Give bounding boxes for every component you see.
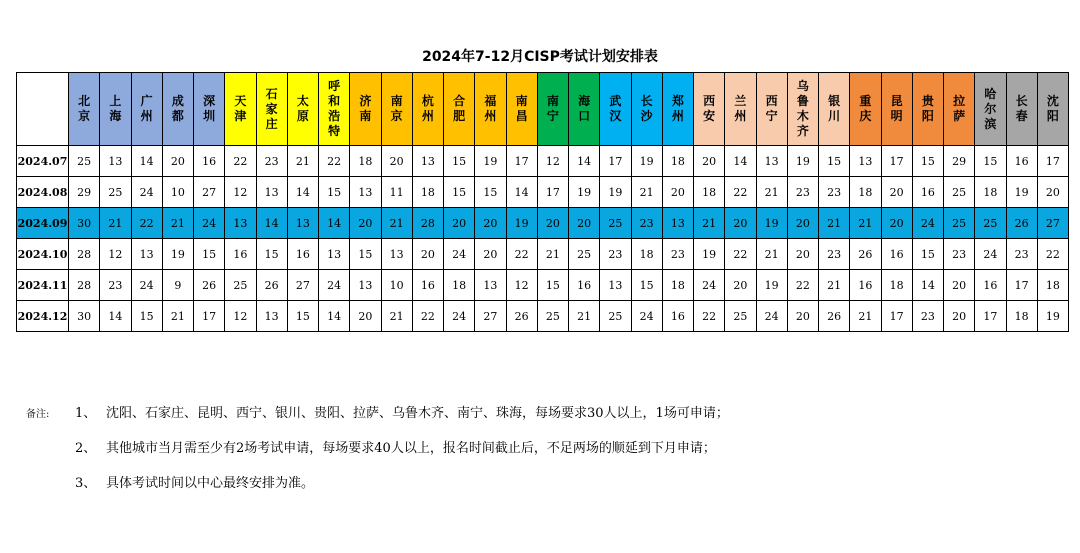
city-header [569,73,600,146]
exam-date-cell: 23 [100,270,131,301]
exam-date-cell: 25 [975,208,1006,239]
city-name: 贵阳 [921,94,934,123]
exam-date-cell: 16 [194,146,225,177]
exam-date-cell: 25 [944,208,975,239]
city-header [69,73,100,146]
exam-date-cell: 21 [756,239,787,270]
city-name: 兰州 [734,94,747,123]
exam-date-cell: 12 [225,301,256,332]
exam-date-cell: 12 [537,146,568,177]
city-header [225,73,256,146]
exam-date-cell: 23 [1006,239,1037,270]
month-label: 2024.10 [17,239,69,270]
city-header [944,73,975,146]
city-header [787,73,818,146]
exam-date-cell: 25 [69,146,100,177]
exam-date-cell: 13 [381,239,412,270]
exam-date-cell: 21 [819,208,850,239]
exam-date-cell: 24 [631,301,662,332]
city-header [381,73,412,146]
city-header [600,73,631,146]
city-name: 北京 [78,94,91,123]
exam-date-cell: 26 [256,270,287,301]
exam-date-cell: 23 [912,301,943,332]
city-name: 合肥 [453,94,466,123]
exam-date-cell: 12 [506,270,537,301]
exam-date-cell: 15 [975,146,1006,177]
exam-date-cell: 20 [475,208,506,239]
exam-date-cell: 15 [444,177,475,208]
exam-date-cell: 18 [1037,270,1068,301]
exam-date-cell: 19 [1006,177,1037,208]
exam-date-cell: 20 [1037,177,1068,208]
exam-date-cell: 10 [162,177,193,208]
city-header [412,73,443,146]
exam-date-cell: 19 [569,177,600,208]
exam-date-cell: 24 [694,270,725,301]
exam-date-cell: 27 [475,301,506,332]
exam-date-cell: 23 [662,239,693,270]
exam-date-cell: 18 [662,146,693,177]
city-header [350,73,381,146]
exam-date-cell: 13 [850,146,881,177]
exam-date-cell: 23 [256,146,287,177]
exam-date-cell: 23 [819,177,850,208]
exam-date-cell: 15 [287,301,318,332]
exam-date-cell: 19 [162,239,193,270]
exam-date-cell: 25 [100,177,131,208]
exam-date-cell: 20 [694,146,725,177]
note-number: 2、 [75,441,97,456]
note-text: 其他城市当月需至少有2场考试申请，每场要求40人以上，报名时间截止后，不足两场的顺延到下月申请； [106,441,716,456]
exam-date-cell: 22 [506,239,537,270]
exam-date-cell: 20 [787,301,818,332]
exam-date-cell: 19 [631,146,662,177]
exam-date-cell: 13 [100,146,131,177]
exam-date-cell: 24 [756,301,787,332]
exam-date-cell: 14 [506,177,537,208]
exam-date-cell: 11 [381,177,412,208]
exam-date-cell: 17 [506,146,537,177]
exam-date-cell: 17 [975,301,1006,332]
exam-date-cell: 17 [1037,146,1068,177]
city-header [256,73,287,146]
exam-date-cell: 16 [975,270,1006,301]
exam-date-cell: 16 [850,270,881,301]
month-row [17,208,1069,239]
exam-date-cell: 20 [944,270,975,301]
exam-date-cell: 14 [256,208,287,239]
city-header [631,73,662,146]
exam-date-cell: 30 [69,301,100,332]
exam-date-cell: 13 [412,146,443,177]
city-header [475,73,506,146]
exam-date-cell: 13 [350,177,381,208]
exam-date-cell: 29 [69,177,100,208]
exam-date-cell: 28 [69,270,100,301]
city-name: 武汉 [609,94,622,123]
page-title: 2024年7-12月CISP考试计划安排表 [422,49,658,65]
city-header [100,73,131,146]
note-text: 沈阳、石家庄、昆明、西宁、银川、贵阳、拉萨、乌鲁木齐、南宁、珠海，每场要求30人以上，1场可申请； [106,406,729,421]
exam-date-cell: 14 [100,301,131,332]
exam-date-cell: 22 [131,208,162,239]
exam-date-cell: 20 [881,208,912,239]
exam-date-cell: 25 [569,239,600,270]
exam-date-cell: 27 [287,270,318,301]
exam-date-cell: 13 [756,146,787,177]
exam-date-cell: 10 [381,270,412,301]
city-name: 郑州 [671,94,684,123]
exam-date-cell: 22 [725,239,756,270]
exam-date-cell: 25 [725,301,756,332]
city-header [819,73,850,146]
exam-date-cell: 19 [506,208,537,239]
exam-date-cell: 21 [631,177,662,208]
exam-date-cell: 24 [912,208,943,239]
exam-date-cell: 23 [819,239,850,270]
city-header [694,73,725,146]
exam-date-cell: 20 [412,239,443,270]
exam-date-cell: 15 [912,146,943,177]
exam-date-cell: 28 [412,208,443,239]
exam-date-cell: 15 [444,146,475,177]
exam-date-cell: 20 [787,239,818,270]
exam-date-cell: 13 [475,270,506,301]
exam-date-cell: 20 [537,208,568,239]
exam-date-cell: 15 [537,270,568,301]
exam-date-cell: 21 [162,208,193,239]
exam-date-cell: 19 [756,208,787,239]
exam-date-cell: 15 [631,270,662,301]
exam-date-cell: 22 [694,301,725,332]
notes-label: 备注: [26,409,50,420]
exam-date-cell: 14 [569,146,600,177]
exam-date-cell: 13 [600,270,631,301]
exam-date-cell: 13 [225,208,256,239]
city-name: 福州 [484,94,497,123]
exam-date-cell: 24 [444,239,475,270]
exam-date-cell: 15 [319,177,350,208]
exam-date-cell: 23 [944,239,975,270]
city-name: 呼和浩特 [328,79,341,138]
city-header [131,73,162,146]
exam-date-cell: 21 [287,146,318,177]
city-header [912,73,943,146]
exam-date-cell: 28 [69,239,100,270]
exam-date-cell: 21 [569,301,600,332]
schedule-table [16,72,1069,332]
city-name: 济南 [359,94,372,123]
city-name: 昆明 [890,94,903,123]
exam-date-cell: 26 [506,301,537,332]
city-header [319,73,350,146]
city-name: 广州 [140,94,153,123]
city-name: 哈尔滨 [984,86,997,131]
exam-date-cell: 18 [881,270,912,301]
exam-date-cell: 13 [256,177,287,208]
city-header [287,73,318,146]
exam-date-cell: 20 [881,177,912,208]
month-row [17,301,1069,332]
exam-date-cell: 20 [350,208,381,239]
exam-date-cell: 15 [256,239,287,270]
city-header [444,73,475,146]
city-header [162,73,193,146]
note-number: 1、 [75,406,97,421]
exam-date-cell: 13 [131,239,162,270]
exam-date-cell: 29 [944,146,975,177]
exam-date-cell: 21 [537,239,568,270]
exam-date-cell: 22 [787,270,818,301]
city-name: 海口 [578,94,591,123]
city-name: 西安 [703,94,716,123]
exam-date-cell: 25 [600,208,631,239]
exam-date-cell: 16 [287,239,318,270]
exam-date-cell: 14 [319,301,350,332]
month-label: 2024.07 [17,146,69,177]
exam-date-cell: 15 [350,239,381,270]
exam-date-cell: 13 [350,270,381,301]
city-name: 沈阳 [1046,94,1059,123]
exam-date-cell: 18 [350,146,381,177]
exam-date-cell: 21 [850,301,881,332]
exam-date-cell: 13 [256,301,287,332]
city-header [506,73,537,146]
exam-date-cell: 22 [412,301,443,332]
exam-date-cell: 14 [725,146,756,177]
exam-date-cell: 21 [162,301,193,332]
exam-date-cell: 24 [131,270,162,301]
exam-date-cell: 22 [225,146,256,177]
month-label: 2024.09 [17,208,69,239]
exam-date-cell: 25 [225,270,256,301]
exam-date-cell: 13 [319,239,350,270]
city-name: 深圳 [203,94,216,123]
month-label: 2024.12 [17,301,69,332]
exam-date-cell: 24 [975,239,1006,270]
exam-date-cell: 20 [725,270,756,301]
month-label: 2024.08 [17,177,69,208]
exam-date-cell: 21 [694,208,725,239]
exam-date-cell: 25 [600,301,631,332]
city-name: 乌鲁木齐 [796,79,809,138]
city-header [975,73,1006,146]
exam-date-cell: 24 [319,270,350,301]
city-header [662,73,693,146]
exam-date-cell: 15 [131,301,162,332]
month-label: 2024.11 [17,270,69,301]
exam-date-cell: 17 [600,146,631,177]
exam-date-cell: 27 [1037,208,1068,239]
exam-date-cell: 26 [850,239,881,270]
exam-date-cell: 18 [412,177,443,208]
month-row [17,177,1069,208]
city-name: 拉萨 [953,94,966,123]
city-name: 长沙 [640,94,653,123]
exam-date-cell: 26 [819,301,850,332]
exam-date-cell: 19 [600,177,631,208]
exam-date-cell: 16 [412,270,443,301]
month-row [17,270,1069,301]
exam-date-cell: 15 [194,239,225,270]
exam-date-cell: 23 [787,177,818,208]
city-name: 太原 [296,94,309,123]
exam-date-cell: 20 [162,146,193,177]
exam-date-cell: 9 [162,270,193,301]
exam-date-cell: 18 [662,270,693,301]
exam-date-cell: 20 [662,177,693,208]
exam-date-cell: 18 [1006,301,1037,332]
city-name: 长春 [1015,94,1028,123]
exam-date-cell: 18 [850,177,881,208]
exam-date-cell: 22 [725,177,756,208]
city-header [1037,73,1068,146]
city-header [881,73,912,146]
month-row [17,239,1069,270]
exam-date-cell: 16 [569,270,600,301]
note-number: 3、 [75,476,97,491]
city-header [194,73,225,146]
exam-date-cell: 23 [631,208,662,239]
corner-cell [17,73,69,146]
city-name: 上海 [109,94,122,123]
exam-date-cell: 13 [662,208,693,239]
exam-date-cell: 14 [319,208,350,239]
exam-date-cell: 15 [475,177,506,208]
exam-date-cell: 20 [787,208,818,239]
exam-date-cell: 20 [475,239,506,270]
city-name: 杭州 [421,94,434,123]
note-row [26,468,1046,503]
exam-date-cell: 23 [600,239,631,270]
exam-date-cell: 26 [194,270,225,301]
exam-date-cell: 16 [225,239,256,270]
exam-date-cell: 17 [1006,270,1037,301]
exam-date-cell: 20 [725,208,756,239]
exam-date-cell: 21 [100,208,131,239]
exam-date-cell: 17 [881,301,912,332]
exam-date-cell: 14 [287,177,318,208]
exam-date-cell: 18 [444,270,475,301]
city-name: 重庆 [859,94,872,123]
exam-date-cell: 21 [850,208,881,239]
exam-date-cell: 22 [319,146,350,177]
exam-date-cell: 20 [444,208,475,239]
header-row [17,73,1069,146]
city-name: 银川 [828,94,841,123]
exam-date-cell: 19 [475,146,506,177]
exam-date-cell: 18 [975,177,1006,208]
exam-date-cell: 19 [694,239,725,270]
note-text: 具体考试时间以中心最终安排为准。 [106,476,315,491]
exam-date-cell: 15 [912,239,943,270]
city-header [1006,73,1037,146]
exam-date-cell: 19 [787,146,818,177]
city-name: 南宁 [546,94,559,123]
city-header [756,73,787,146]
city-header [725,73,756,146]
exam-date-cell: 27 [194,177,225,208]
exam-date-cell: 15 [819,146,850,177]
city-name: 南京 [390,94,403,123]
exam-date-cell: 19 [756,270,787,301]
exam-date-cell: 16 [662,301,693,332]
exam-date-cell: 13 [287,208,318,239]
table-body [17,146,1069,332]
note-row [26,433,1046,468]
city-name: 南昌 [515,94,528,123]
month-row [17,146,1069,177]
exam-date-cell: 21 [756,177,787,208]
exam-date-cell: 12 [100,239,131,270]
exam-date-cell: 14 [131,146,162,177]
exam-date-cell: 20 [381,146,412,177]
city-header [537,73,568,146]
exam-date-cell: 17 [537,177,568,208]
exam-date-cell: 17 [194,301,225,332]
city-name: 石家庄 [265,86,278,131]
note-row [26,398,1046,433]
exam-date-cell: 20 [944,301,975,332]
exam-date-cell: 21 [381,301,412,332]
exam-date-cell: 20 [569,208,600,239]
exam-date-cell: 25 [537,301,568,332]
exam-date-cell: 21 [381,208,412,239]
exam-date-cell: 24 [194,208,225,239]
exam-date-cell: 24 [131,177,162,208]
exam-date-cell: 18 [694,177,725,208]
city-name: 西宁 [765,94,778,123]
exam-date-cell: 16 [912,177,943,208]
notes-section [26,398,1046,503]
exam-date-cell: 14 [912,270,943,301]
exam-date-cell: 16 [1006,146,1037,177]
exam-date-cell: 22 [1037,239,1068,270]
exam-date-cell: 12 [225,177,256,208]
exam-date-cell: 30 [69,208,100,239]
exam-date-cell: 19 [1037,301,1068,332]
exam-date-cell: 21 [819,270,850,301]
exam-date-cell: 16 [881,239,912,270]
city-name: 成都 [171,94,184,123]
exam-date-cell: 26 [1006,208,1037,239]
exam-date-cell: 18 [631,239,662,270]
city-header [850,73,881,146]
exam-date-cell: 20 [350,301,381,332]
city-name: 天津 [234,94,247,123]
exam-date-cell: 24 [444,301,475,332]
exam-date-cell: 25 [944,177,975,208]
exam-date-cell: 17 [881,146,912,177]
